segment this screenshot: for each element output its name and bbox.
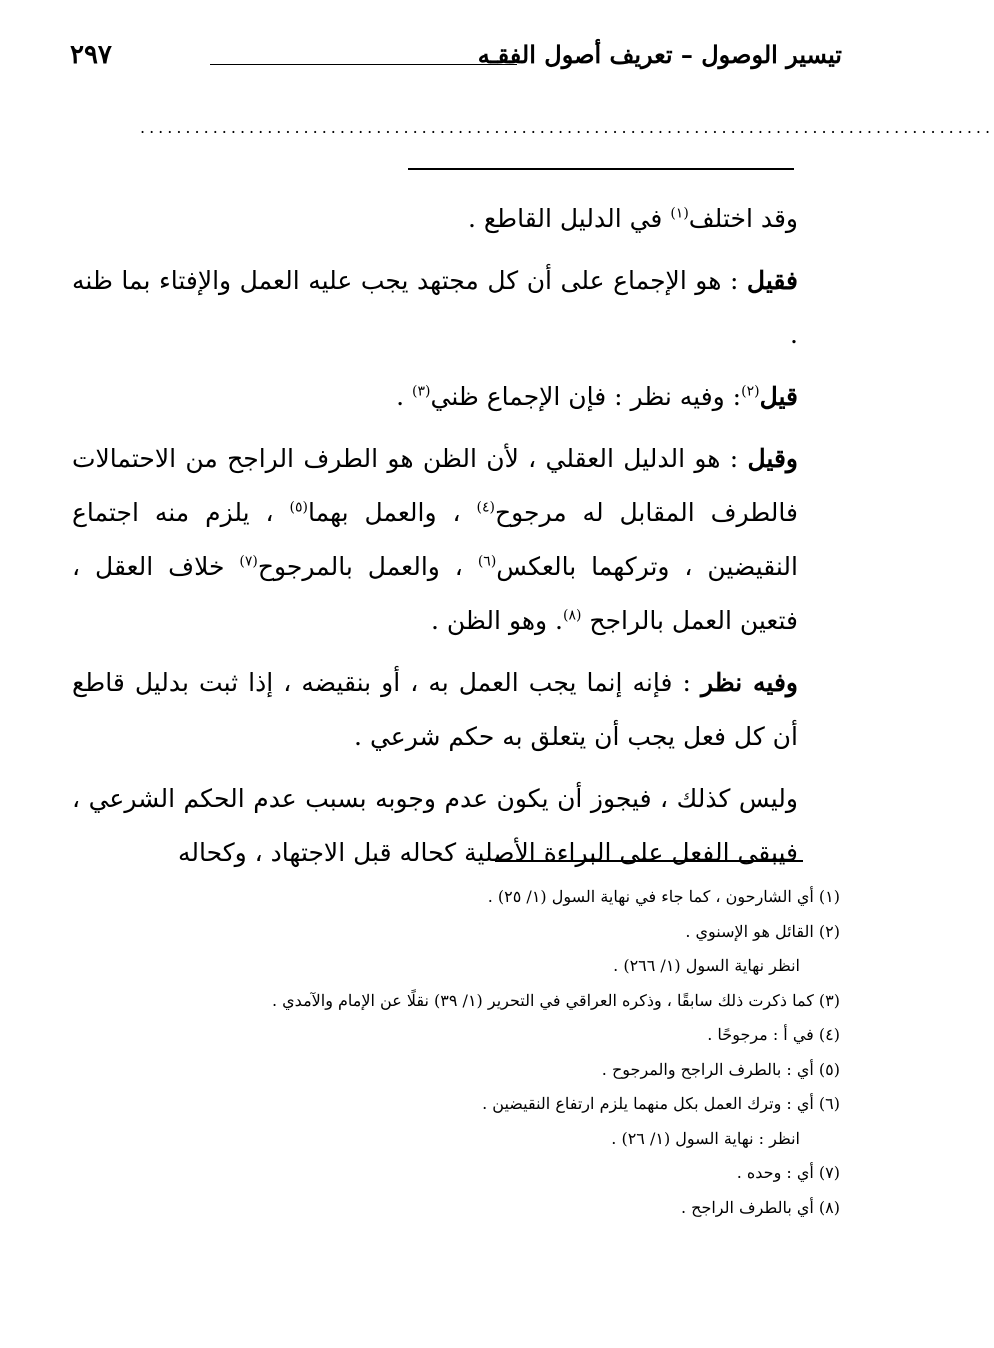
footnotes [110, 880, 840, 1225]
paragraph-label: قيل [759, 382, 798, 411]
page-header [70, 40, 842, 90]
footnote-ref-4[interactable]: (٤) [476, 499, 495, 516]
footnote-1: (١) أي الشارحون ، كما جاء في نهاية السول (١/ ٢٥) . [487, 887, 840, 906]
footnote-ref-7[interactable]: (٧) [239, 553, 258, 570]
main-text [72, 192, 838, 888]
footnote-2: (٢) القائل هو الإسنوي . [685, 921, 840, 941]
paragraph-3 [72, 370, 838, 424]
footnote-ref-1[interactable]: (١) [670, 205, 689, 222]
footnote-2-ref: انظر نهاية السول (١/ ٢٦٦) . [613, 956, 800, 975]
paragraph-4 [72, 432, 838, 648]
footnote-6: (٦) أي : وترك العمل بكل منهما يلزم ارتفاع النقيضين . [482, 1094, 840, 1113]
footnote-ref-3[interactable]: (٣) [412, 383, 431, 400]
text-span: وقد اختلف [688, 204, 798, 233]
text-span: وليس كذلك ، فيجوز أن يكون عدم وجوبه بسبب عدم الحكم الشرعي ، فيبقى الفعل على البراءة الأصلية كحاله قبل الاجتهاد ، وكحاله [72, 784, 798, 867]
dotted-separator: .............................................................................................. [140, 118, 994, 137]
paragraph-label: فقيل [746, 266, 798, 295]
header-rule [210, 64, 517, 65]
top-rule [408, 168, 794, 170]
paragraph-label: وقيل [747, 444, 798, 473]
running-title: تيسير الوصول – تعريف أصول الفقـه [477, 40, 842, 69]
paragraph-1 [72, 192, 838, 246]
footnote-ref-8[interactable]: (٨) [563, 607, 582, 624]
footnote-ref-6[interactable]: (٦) [477, 553, 497, 570]
text-span: ، والعمل بالمرجوح [257, 552, 478, 581]
footnote-5: (٥) أي : بالطرف الراجح والمرجوح . [601, 1059, 840, 1079]
paragraph-5 [72, 656, 838, 764]
paragraph-label: وفيه نظر [700, 668, 798, 697]
footnote-3: (٣) كما ذكرت ذلك سابقًا ، وذكره العراقي في التحرير (١/ ٣٩) نقلًا عن الإمام والآمدي . [271, 990, 840, 1010]
footnote-ref-5[interactable]: (٥) [289, 499, 308, 516]
text-span: . [396, 382, 413, 411]
footnote-7: (٧) أي : وحده . [736, 1163, 840, 1182]
footnote-8: (٨) أي بالطرف الراجح . [680, 1197, 840, 1217]
footnote-ref-2[interactable]: (٢) [741, 383, 760, 400]
text-span: . وهو الظن . [431, 606, 564, 635]
text-span: : هو الدليل العقلي ، لأن الظن هو الطرف الراجح من الاحتمالات فالطرف المقابل له مرجوح [72, 444, 798, 527]
footnote-6-ref: انظر : نهاية السول (١/ ٢٦) . [611, 1128, 800, 1148]
text-span: ، يلزم منه اجتماع النقيضين ، وتركهما بالعكس [72, 498, 798, 581]
footnote-4: (٤) في أ : مرجوحًا . [707, 1025, 840, 1044]
text-span: : فإنه إنما يجب العمل به ، أو بنقيضه ، إذا ثبت بدليل قاطع أن كل فعل يجب أن يتعلق به حكم شرعي . [72, 668, 798, 751]
page-number: ٢٩٧ [70, 40, 112, 70]
paragraph-6 [72, 772, 838, 880]
text-span: ، والعمل بهما [308, 498, 477, 527]
text-span: خلاف العقل ، فتعين العمل بالراجح [72, 552, 798, 635]
paragraph-2 [72, 254, 838, 362]
text-span: : وفيه نظر : فإن الإجماع ظني [430, 382, 742, 411]
text-span: : هو الإجماع على أن كل مجتهد يجب عليه العمل والإفتاء بما ظنه . [72, 266, 798, 349]
footnote-rule [495, 860, 803, 862]
text-span: في الدليل القاطع . [467, 204, 671, 233]
